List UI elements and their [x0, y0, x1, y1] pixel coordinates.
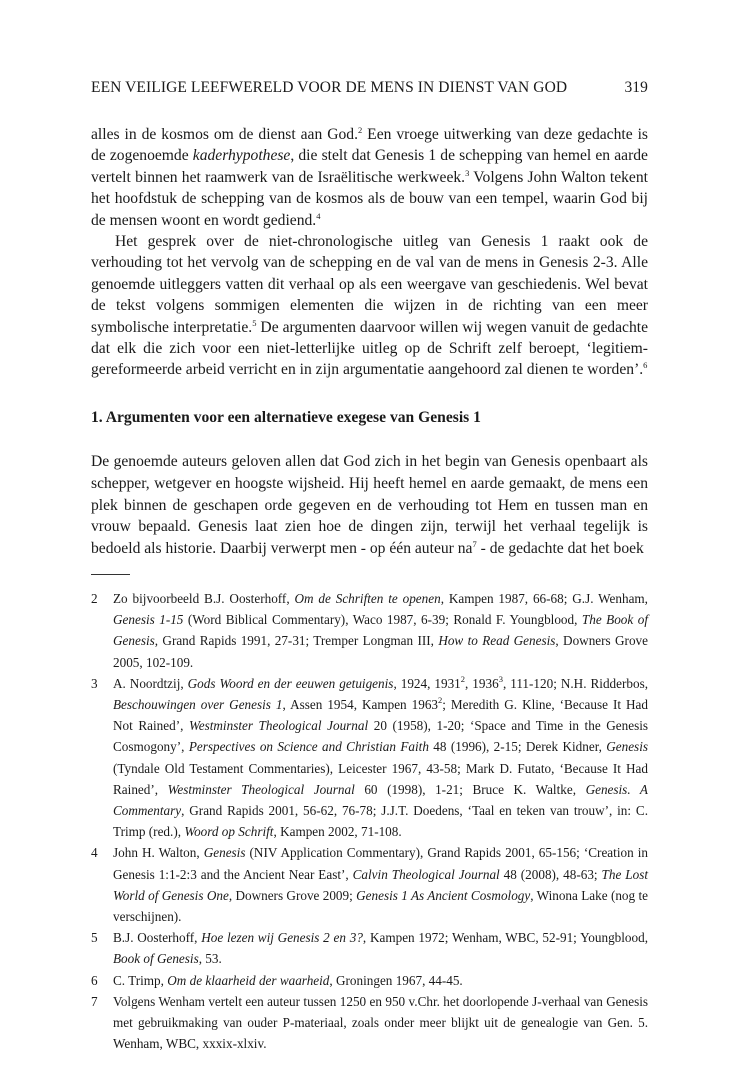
footnote-number: 5: [91, 930, 98, 946]
footnote-number: 7: [91, 993, 98, 1009]
footnote-divider: [91, 574, 130, 575]
paragraph-1: [91, 124, 648, 231]
text-run: De genoemde auteurs geloven allen dat God zich in het begin van Genesis openbaart als schepper, wetgever en hoogste wijsheid. Hij heeft hemel en aarde gemaakt, de mens een plek binnen de geschapen orde gegeven en de verhouding tot Hem en tussen man en vrouw bepaald. Genesis laat zien hoe de dingen zijn, terwijl het verhaal tegelijk is bedoeld als historie. Daarbij verwerpt men - op één auteur na: [91, 453, 648, 558]
footnote-text: Zo bijvoorbeeld B.J. Oosterhoff, Om de Schriften te openen, Kampen 1987, 66-68; G.J. Wenham, Genesis 1-15 (Word Biblical Commentary), Waco 1987, 6-39; Ronald F. Youngblood, The Book of Genesis, Grand Rapids 1991, 27-31; Tremper Longman III, How to Read Genesis, Downers Grove 2005, 102-109.: [113, 591, 648, 670]
footnotes: [91, 588, 648, 1054]
footnote-text: Volgens Wenham vertelt een auteur tussen 1250 en 950 v.Chr. het doorlopende J-verhaal van Genesis met gebruikmaking van ouder P-materiaal, zoals onder meer blijkt uit de genealogie van Gen. 5. Wenham, WBC, xxxix-xlxiv.: [113, 993, 648, 1052]
book-page: [91, 0, 648, 1068]
footnote-ref[interactable]: 2: [357, 125, 363, 135]
running-header: [91, 79, 648, 97]
section-heading: 1. Argumenten voor een alternatieve exegese van Genesis 1: [91, 409, 481, 426]
footnote-number: 3: [91, 675, 98, 691]
footnote-number: 2: [91, 591, 98, 606]
text-run: - de gedachte dat het boek: [476, 540, 644, 558]
text-run: , die stelt dat Genesis 1 de schepping van hemel en aarde vertelt binnen het raamwerk van de Israëlitische werkweek.: [91, 147, 648, 186]
footnote-4: [91, 842, 648, 927]
footnote-ref[interactable]: 4: [316, 210, 321, 221]
footnote-ref[interactable]: 5: [252, 317, 257, 328]
footnote-3: [91, 673, 648, 843]
footnote-number: 6: [91, 972, 98, 988]
paragraph-3: [91, 451, 648, 560]
footnote-ref[interactable]: 7: [472, 539, 477, 550]
running-title: EEN VEILIGE LEEFWERELD VOOR DE MENS IN DIENST VAN GOD: [91, 79, 568, 96]
footnote-text: C. Trimp, Om de klaarheid der waarheid, Groningen 1967, 44-45.: [113, 972, 463, 988]
page-number: 319: [624, 79, 648, 96]
paragraph-2: [91, 231, 648, 381]
text-run: Een vroege uitwerking van deze gedachte is de zogenoemde: [91, 126, 649, 165]
emphasis-term: kaderhypothese: [192, 147, 291, 165]
footnote-ref[interactable]: 3: [465, 167, 470, 178]
footnote-ref[interactable]: 6: [643, 360, 648, 371]
text-run: Volgens John Walton tekent het hoofdstuk de schepping van de kosmos als de bouw van een tempel, waarin God bij de mensen woont en wordt gediend.: [91, 168, 648, 229]
footnote-5: [91, 927, 648, 969]
body-text: [91, 124, 648, 381]
footnote-text: John H. Walton, Genesis (NIV Application Commentary), Grand Rapids 2001, 65-156; ‘Creation in Genesis 1:1-2:3 and the Ancient Near East’, Calvin Theological Journal 48 (2008), 48-63; The Lost World of Genesis One, Downers Grove 2009; Genesis 1 As Ancient Cosmology, Winona Lake (nog te verschijnen).: [113, 845, 648, 925]
text-run: alles in de kosmos om de dienst aan God.: [91, 126, 358, 143]
footnote-text: A. Noordtzij, Gods Woord en der eeuwen getuigenis, 1924, 1931$^2$, 1936$^3$, 111-120; N.H. Ridderbos, Beschouwingen over Genesis 1, Assen 1954, Kampen 1963$^2$; Meredith G. Kline, ‘Because It Had Not Rained’, Westminster Theological Journal 20 (1958), 1-20; ‘Space and Time in the Genesis Cosmogony’, Perspectives on Science and Christian Faith 48 (1996), 2-15; Derek Kidner, Genesis (Tyndale Old Testament Commentaries), Leicester 1967, 43-58; Mark D. Futato, ‘Because It Had Rained’, Westminster Theological Journal 60 (1998), 1-21; Bruce K. Waltke, Genesis. A Commentary, Grand Rapids 2001, 56-62, 76-78; J.J.T. Doedens, ‘Taal en teken van trouw’, in: C. Trimp (red.), Woord op Schrift, Kampen 2002, 71-108.: [113, 673, 648, 840]
footnote-text: B.J. Oosterhoff, Hoe lezen wij Genesis 2 en 3?, Kampen 1972; Wenham, WBC, 52-91; Youngblood, Book of Genesis, 53.: [113, 930, 649, 967]
footnote-number: 4: [91, 845, 98, 861]
footnote-2: [91, 588, 648, 673]
footnote-6: [91, 970, 648, 991]
text-run: De argumenten daarvoor willen wij wegen vanuit de gedachte dat elk die zich voor een niet-letterlijke uitleg op de Schrift zelf beroept, ‘legitiem-gereformeerde arbeid verricht en in zijn argumentatie aangehoord zal dienen te worden’.: [91, 318, 648, 379]
footnote-7: [91, 991, 648, 1055]
section-body: [91, 451, 648, 560]
text-run: Het gesprek over de niet-chronologische uitleg van Genesis 1 raakt ook de verhouding tot het vervolg van de schepping en de val van de mens in Genesis 2-3. Alle genoemde uitleggers vatten dit verhaal op als een weergave van geschiedenis. Wel bevat de tekst volgens sommigen elementen die wijzen in de richting van een meer symbolische interpretatie.: [91, 233, 648, 336]
